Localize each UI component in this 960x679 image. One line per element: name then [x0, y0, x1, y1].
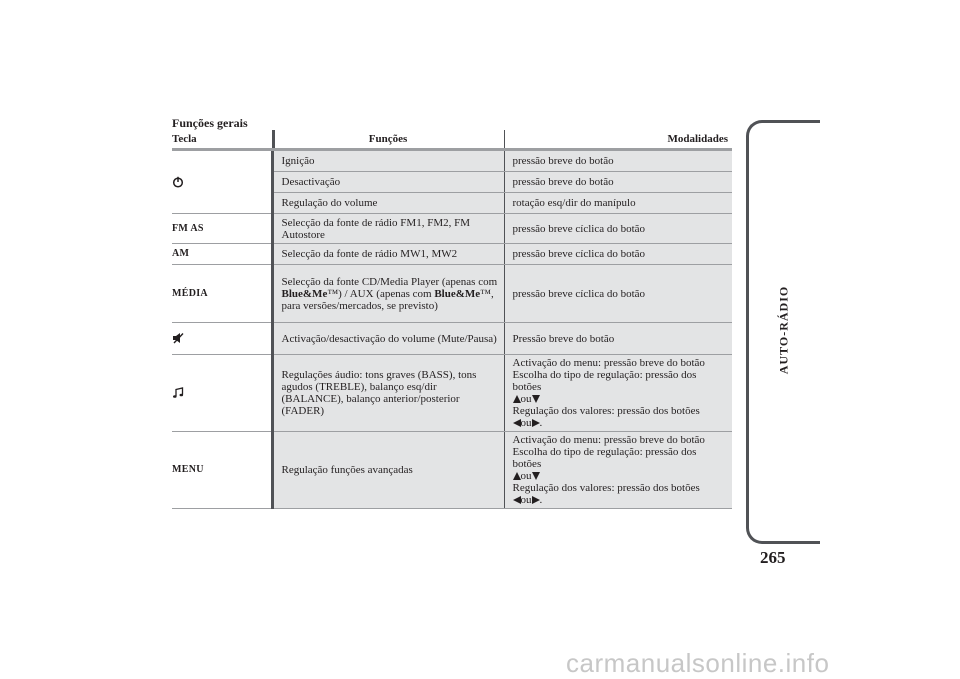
mode-cell: [504, 355, 732, 432]
key-cell: MENU: [172, 432, 272, 509]
mode-line: Activação do menu: pressão breve do botão: [512, 357, 705, 369]
brand-text: Blue&Me: [434, 287, 481, 300]
end-text: .: [539, 494, 543, 506]
arrow-right-icon: [532, 496, 540, 504]
mode-line: [513, 417, 727, 429]
key-cell: AM: [172, 244, 272, 265]
key-cell: MÉDIA: [172, 265, 272, 323]
key-cell: [172, 150, 272, 214]
mode-line: [513, 470, 727, 482]
mode-line: Regulação dos valores: pressão dos botões: [512, 482, 700, 494]
table-row: [172, 244, 732, 265]
header-mode: Modalidades: [504, 130, 732, 150]
mode-line: Escolha do tipo de regulação: pressão dos botões: [512, 369, 697, 393]
mode-cell: [504, 432, 732, 509]
mode-cell: rotação esq/dir do manípulo: [504, 193, 732, 214]
header-function: Funções: [272, 130, 504, 150]
arrow-left-icon: [513, 496, 521, 504]
watermark: carmanualsonline.info: [566, 648, 830, 678]
arrow-right-icon: [532, 419, 540, 427]
table-header-row: [172, 130, 732, 150]
arrow-down-icon: [532, 472, 540, 480]
key-cell: [172, 355, 272, 432]
functions-table: [172, 130, 732, 509]
table-row: [172, 323, 732, 355]
function-cell: Regulação funções avançadas: [272, 432, 504, 509]
function-cell: Desactivação: [272, 172, 504, 193]
function-cell: Selecção da fonte de rádio FM1, FM2, FM Autostore: [272, 214, 504, 244]
function-cell: Activação/desactivação do volume (Mute/Pausa): [272, 323, 504, 355]
audio-note-icon: [172, 387, 184, 399]
arrow-left-icon: [513, 419, 521, 427]
function-text: ™) / AUX (apenas com: [327, 287, 435, 300]
key-cell: [172, 323, 272, 355]
mode-line: Regulação dos valores: pressão dos botões: [512, 405, 700, 417]
chapter-tab-label: AUTO-RÁDIO: [776, 285, 791, 375]
function-cell: Selecção da fonte de rádio MW1, MW2: [272, 244, 504, 265]
table-row: [172, 265, 732, 323]
mode-cell: pressão breve do botão: [504, 150, 732, 172]
power-icon: [172, 176, 184, 188]
function-text: ™, para versões/mercados, se previsto): [281, 287, 494, 312]
mode-cell: pressão breve do botão: [504, 172, 732, 193]
mode-line: Activação do menu: pressão breve do botão: [512, 434, 705, 446]
function-cell: [272, 265, 504, 323]
mode-cell: pressão breve cíclica do botão: [504, 265, 732, 323]
brand-text: Blue&Me: [281, 287, 328, 300]
mode-line: [513, 494, 727, 506]
key-cell: FM AS: [172, 214, 272, 244]
arrow-up-icon: [513, 472, 521, 480]
table-row: [172, 432, 732, 509]
table-row: [172, 214, 732, 244]
function-cell: Regulação do volume: [272, 193, 504, 214]
or-text: ou: [520, 393, 532, 405]
arrow-up-icon: [513, 395, 521, 403]
function-cell: Regulações áudio: tons graves (BASS), tons agudos (TREBLE), balanço esq/dir (BALANCE), balanço anterior/posterior (FADER): [272, 355, 504, 432]
section-title: Funções gerais: [172, 116, 248, 130]
mode-cell: pressão breve cíclica do botão: [504, 244, 732, 265]
function-text: Selecção da fonte CD/Media Player (apenas com: [281, 275, 498, 288]
table-row: [172, 355, 732, 432]
mode-line: Escolha do tipo de regulação: pressão dos botões: [512, 446, 697, 470]
or-text: ou: [520, 417, 532, 429]
mode-cell: Pressão breve do botão: [504, 323, 732, 355]
table-row: [172, 150, 732, 172]
end-text: .: [539, 417, 543, 429]
or-text: ou: [520, 470, 532, 482]
mode-cell: pressão breve cíclica do botão: [504, 214, 732, 244]
function-cell: Ignição: [272, 150, 504, 172]
mode-line: [513, 393, 727, 405]
header-key: Tecla: [172, 130, 272, 150]
mute-icon: [172, 332, 184, 344]
or-text: ou: [520, 494, 532, 506]
page-number: 265: [760, 548, 786, 567]
arrow-down-icon: [532, 395, 540, 403]
